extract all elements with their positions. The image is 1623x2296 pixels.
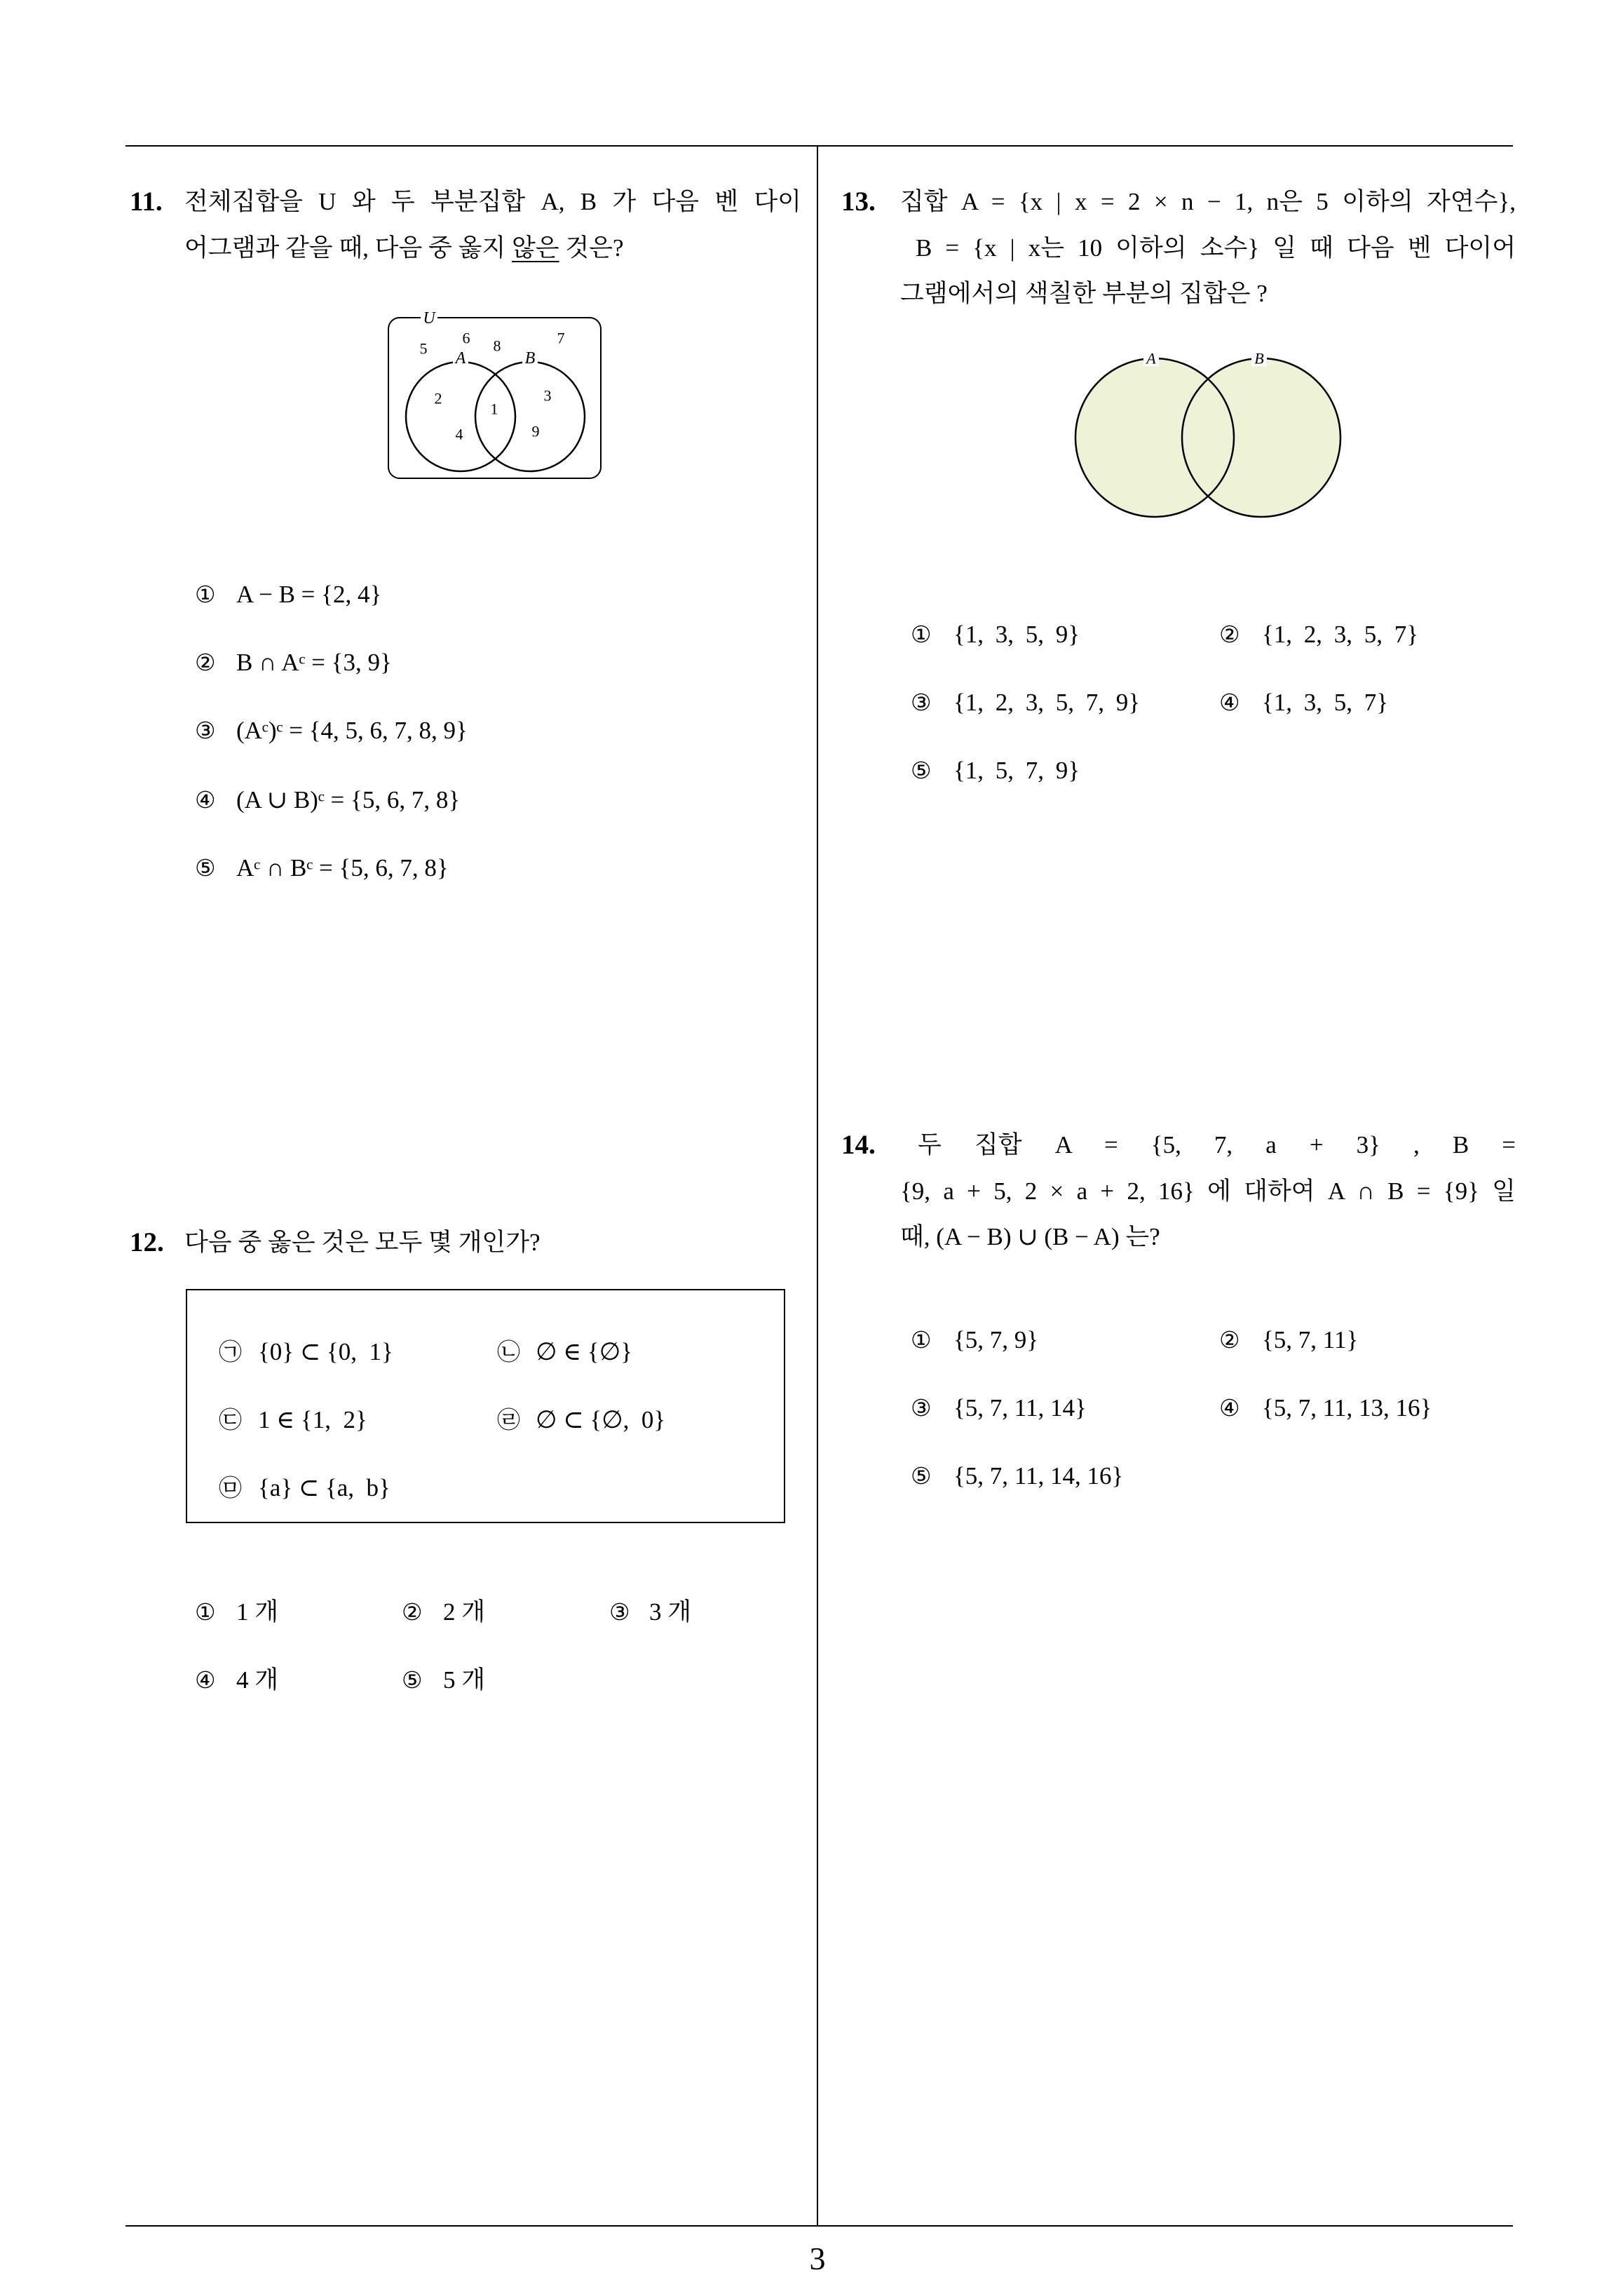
page-number: 3 [809,2241,826,2276]
question-14-line-3: 때, (A − B) ∪ (B − A) 는? [900,1223,1160,1250]
question-13-number: 13. [841,187,876,217]
venn-element: 5 [419,339,428,358]
question-11-number: 11. [130,187,163,217]
statement-text: ∅ ∈ {∅} [536,1338,632,1365]
question-14-number: 14. [841,1130,876,1160]
bottom-rule [125,2225,1513,2227]
option-marker: ④ [195,1666,216,1694]
question-11-option-4: (A ∪ B)ᶜ = {5, 6, 7, 8} [236,786,461,813]
option-marker: ③ [195,717,216,744]
question-13-option-3: {1, 2, 3, 5, 7, 9} [953,689,1141,716]
question-11-option-2: B ∩ Aᶜ = {3, 9} [236,649,392,676]
question-12-option-1: 1 개 [236,1598,279,1626]
statement-marker: ㉣ [497,1406,520,1433]
question-13-option-1: {1, 3, 5, 9} [953,621,1080,648]
venn-element: 7 [557,329,565,347]
universe-label: U [423,309,435,327]
question-14-line-2: {9, a + 5, 2 × a + 2, 16} 에 대하여 A ∩ B = {9} 일 [900,1177,1516,1205]
question-11-line-2-end: 것은? [559,234,624,262]
venn-element: 2 [434,389,442,407]
statement-text: {0} ⊂ {0, 1} [258,1338,393,1365]
set-b-label: B [524,349,536,367]
statement-marker: ㉠ [219,1338,242,1365]
question-11-option-5: Aᶜ ∩ Bᶜ = {5, 6, 7, 8} [236,854,449,882]
question-12-option-3: 3 개 [649,1598,692,1626]
question-14-option-5: {5, 7, 11, 14, 16} [953,1462,1124,1490]
venn-element: 3 [543,386,552,405]
option-marker: ① [195,581,216,608]
question-14-option-1: {5, 7, 9} [953,1326,1039,1353]
question-13-option-4: {1, 3, 5, 7} [1262,689,1389,716]
question-12-title: 다음 중 옳은 것은 모두 몇 개인가? [184,1229,541,1256]
option-marker: ④ [195,786,216,813]
question-13-line-3: 그램에서의 색칠한 부분의 집합은 ? [900,280,1268,307]
option-marker: ① [195,1598,216,1626]
option-marker: ② [402,1598,423,1626]
option-marker: ⑤ [195,854,216,882]
option-marker: ② [1219,621,1240,648]
set-a-label: A [455,349,466,367]
option-marker: ④ [1219,689,1240,716]
question-11-line-2 [184,233,624,264]
set-a-label: A [1146,349,1156,367]
venn-element: 9 [531,422,540,440]
column-divider [817,145,818,2227]
question-12-option-5: 5 개 [443,1666,486,1694]
question-13-option-2: {1, 2, 3, 5, 7} [1262,621,1419,648]
question-11-line-1: 전체집합을 U 와 두 부분집합 A, B 가 다음 벤 다이 [184,188,801,215]
statement-text: 1 ∈ {1, 2} [258,1406,367,1433]
statement-marker: ㉢ [219,1406,242,1433]
option-marker: ④ [1219,1394,1240,1422]
venn-element: 1 [490,400,498,418]
question-12-number: 12. [130,1227,164,1257]
option-marker: ② [1219,1326,1240,1353]
question-14-option-4: {5, 7, 11, 13, 16} [1262,1394,1432,1422]
venn-diagram-q13 [1059,344,1353,526]
question-11-line-2-start: 어그램과 같을 때, 다음 중 옳지 [184,234,512,262]
option-marker: ① [911,621,932,648]
set-b-label: B [1254,349,1264,367]
venn-element: 8 [493,337,501,355]
option-marker: ③ [911,1394,932,1422]
venn-element: 6 [462,329,470,347]
top-rule [125,145,1513,147]
option-marker: ⑤ [402,1666,423,1694]
question-11-option-1: A − B = {2, 4} [236,581,382,608]
question-13-line-1: 집합 A = {x | x = 2 × n − 1, n은 5 이하의 자연수}, [900,188,1516,215]
option-marker: ③ [609,1598,630,1626]
statement-marker: ㉡ [497,1338,520,1365]
question-13-line-2: B = {x | x는 10 이하의 소수} 일 때 다음 벤 다이어 [916,234,1516,262]
question-14-line-1: 두 집합 A = {5, 7, a + 3} , B = [918,1131,1516,1159]
statement-text: ∅ ⊂ {∅, 0} [536,1406,666,1433]
option-marker: ⑤ [911,757,932,784]
question-11-option-3: (Aᶜ)ᶜ = {4, 5, 6, 7, 8, 9} [236,717,468,744]
option-marker: ③ [911,689,932,716]
question-12-option-4: 4 개 [236,1666,279,1694]
question-13-option-5: {1, 5, 7, 9} [953,757,1080,784]
venn-element: 4 [455,425,463,443]
option-marker: ① [911,1326,932,1353]
statement-marker: ㉤ [219,1474,242,1501]
question-14-option-2: {5, 7, 11} [1262,1326,1359,1353]
statement-text: {a} ⊂ {a, b} [258,1474,391,1501]
question-12-option-2: 2 개 [443,1598,486,1626]
option-marker: ⑤ [911,1462,932,1490]
option-marker: ② [195,649,216,676]
question-11-underlined-word: 않은 [511,234,559,262]
question-14-option-3: {5, 7, 11, 14} [953,1394,1087,1422]
set-a-circle [406,362,515,471]
venn-diagram-q11 [386,309,610,484]
